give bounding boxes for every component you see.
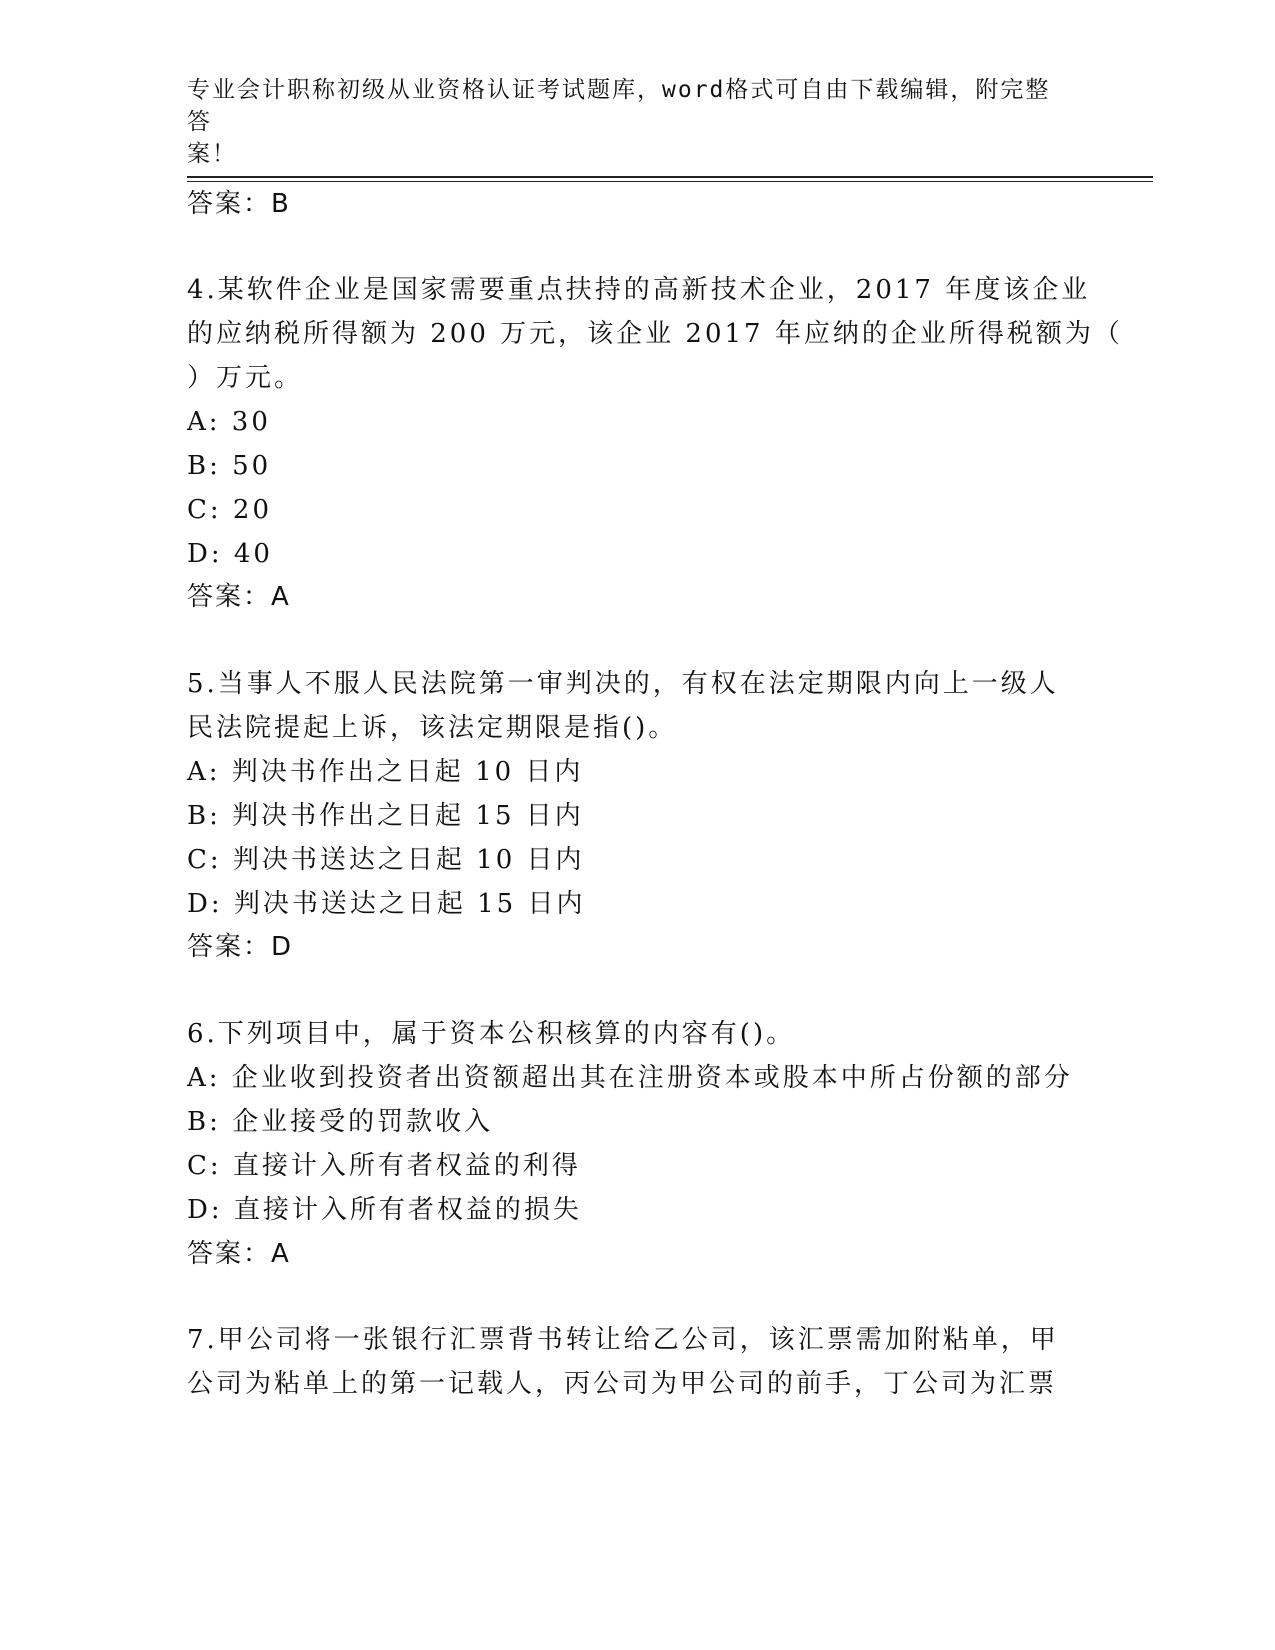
header-line-1: 专业会计职称初级从业资格认证考试题库，word格式可自由下载编辑，附完整答 xyxy=(187,77,1051,135)
question-4-stem-line-1: 4.某软件企业是国家需要重点扶持的高新技术企业，2017 年度该企业 xyxy=(187,275,1091,305)
question-5-stem-line-2: 民法院提起上诉，该法定期限是指()。 xyxy=(187,713,678,743)
question-4-option-b: B: 50 xyxy=(187,451,272,481)
question-4-stem-line-3: ）万元。 xyxy=(187,363,304,393)
question-5-option-b: B: 判决书作出之日起 15 日内 xyxy=(187,801,584,831)
question-6-answer: 答案：A xyxy=(187,1239,291,1269)
question-6-stem-line-1: 6.下列项目中，属于资本公积核算的内容有()。 xyxy=(187,1019,796,1049)
question-4-stem-line-2: 的应纳税所得额为 200 万元，该企业 2017 年应纳的企业所得税额为（ xyxy=(187,319,1123,349)
question-6-option-a: A: 企业收到投资者出资额超出其在注册资本或股本中所占份额的部分 xyxy=(187,1063,1073,1093)
question-5-option-d: D: 判决书送达之日起 15 日内 xyxy=(187,889,586,919)
question-5-answer: 答案：D xyxy=(187,932,294,962)
question-4-option-c: C: 20 xyxy=(187,495,273,525)
question-5-option-c: C: 判决书送达之日起 10 日内 xyxy=(187,845,585,875)
question-7-stem-line-2: 公司为粘单上的第一记载人，丙公司为甲公司的前手，丁公司为汇票 xyxy=(187,1369,1058,1399)
question-6-option-d: D: 直接计入所有者权益的损失 xyxy=(187,1195,582,1225)
header-line-2: 案！ xyxy=(187,141,237,167)
header-divider-thin xyxy=(187,181,1153,182)
document-header xyxy=(187,74,1067,170)
question-5-stem-line-1: 5.当事人不服人民法院第一审判决的，有权在法定期限内向上一级人 xyxy=(187,669,1059,699)
question-6-option-c: C: 直接计入所有者权益的利得 xyxy=(187,1151,581,1181)
question-7-stem-line-1: 7.甲公司将一张银行汇票背书转让给乙公司，该汇票需加附粘单，甲 xyxy=(187,1325,1059,1355)
question-5-option-a: A: 判决书作出之日起 10 日内 xyxy=(187,757,584,787)
header-divider-thick xyxy=(187,176,1153,178)
answer-previous: 答案：B xyxy=(187,189,291,219)
question-6-option-b: B: 企业接受的罚款收入 xyxy=(187,1107,494,1137)
question-4-option-a: A: 30 xyxy=(187,407,271,437)
question-4-answer: 答案：A xyxy=(187,582,291,612)
question-4-option-d: D: 40 xyxy=(187,539,273,569)
